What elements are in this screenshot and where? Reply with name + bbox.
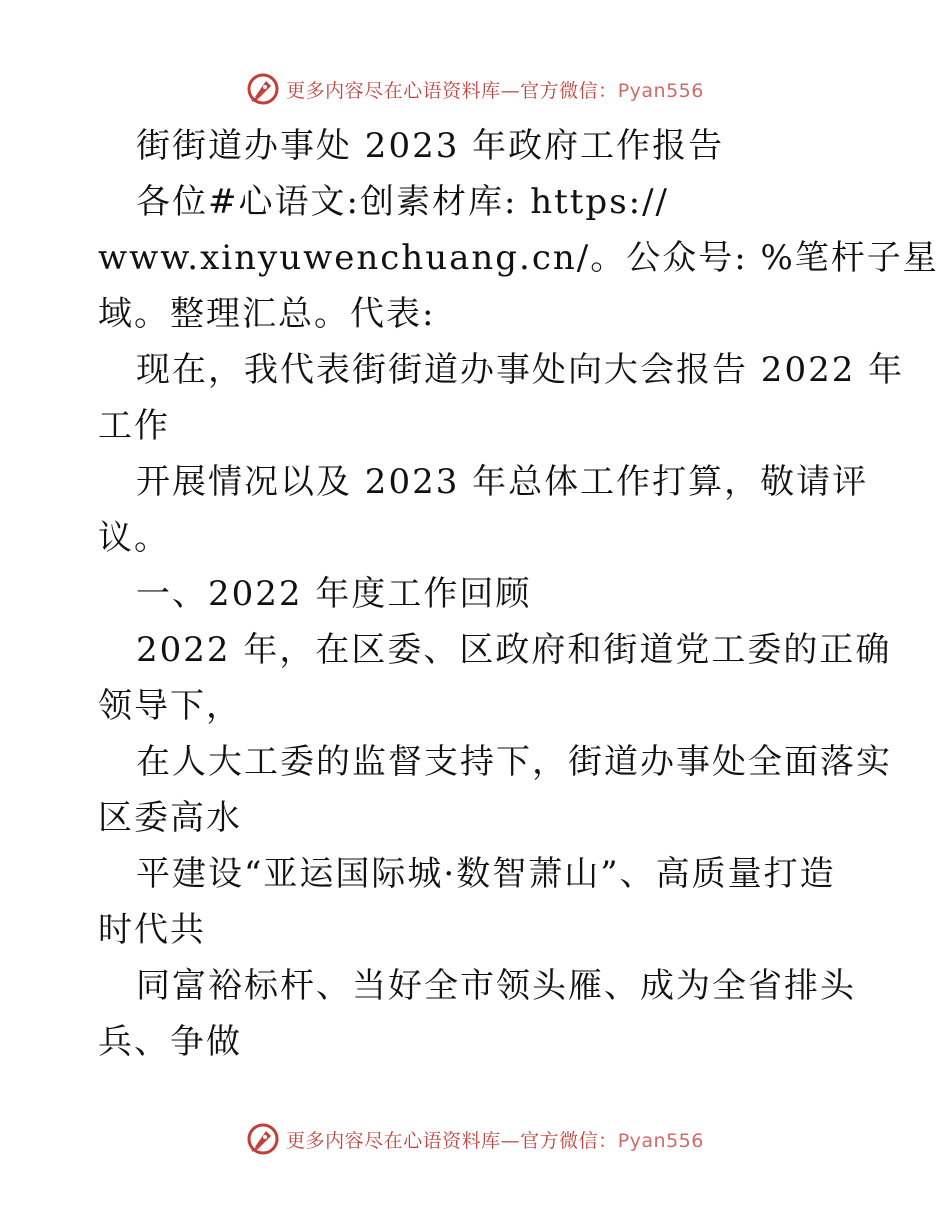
banner-wechat-label: 官方微信：: [520, 1129, 618, 1152]
text-line: 街街道办事处 2023 年政府工作报告: [136, 126, 725, 166]
text-line: 2022 年，在区委、区政府和街道党工委的正确: [136, 630, 892, 670]
banner-text: [286, 76, 704, 103]
pen-nib-logo-icon: [246, 1122, 280, 1156]
banner-wechat-id: Pyan556: [617, 1129, 704, 1152]
text-line: 一、2022 年度工作回顾: [136, 574, 532, 614]
banner-text: [286, 1126, 704, 1153]
document-body: [98, 118, 939, 1070]
text-line: 现在，我代表街街道办事处向大会报告 2022 年: [136, 350, 905, 390]
header-banner: [0, 72, 950, 106]
text-line: www.xinyuwenchuang.cn/。公众号: %笔杆子星: [98, 238, 939, 278]
text-line: 各位#心语文:创素材库: https://: [136, 182, 670, 222]
banner-main-text: 更多内容尽在心语资料库: [286, 79, 501, 102]
text-line: 开展情况以及 2023 年总体工作打算，敬请评: [136, 462, 869, 502]
text-line: 区委高水: [98, 798, 242, 838]
text-line: 兵、争做: [98, 1022, 242, 1062]
text-line: 领导下，: [98, 686, 242, 726]
text-line: 工作: [98, 406, 170, 446]
banner-main-text: 更多内容尽在心语资料库: [286, 1129, 501, 1152]
banner-wechat-id: Pyan556: [617, 79, 704, 102]
text-line: 在人大工委的监督支持下，街道办事处全面落实: [136, 742, 892, 782]
text-line: 平建设“亚运国际城·数智萧山”、高质量打造: [136, 854, 836, 894]
banner-wechat-label: 官方微信：: [520, 79, 618, 102]
text-line: 议。: [98, 518, 170, 558]
text-line: 域。整理汇总。代表:: [98, 294, 436, 334]
banner-separator: —: [500, 79, 521, 102]
footer-banner: [0, 1122, 950, 1156]
text-line: 同富裕标杆、当好全市领头雁、成为全省排头: [136, 966, 856, 1006]
text-line: 时代共: [98, 910, 206, 950]
banner-separator: —: [500, 1129, 521, 1152]
pen-nib-logo-icon: [246, 72, 280, 106]
